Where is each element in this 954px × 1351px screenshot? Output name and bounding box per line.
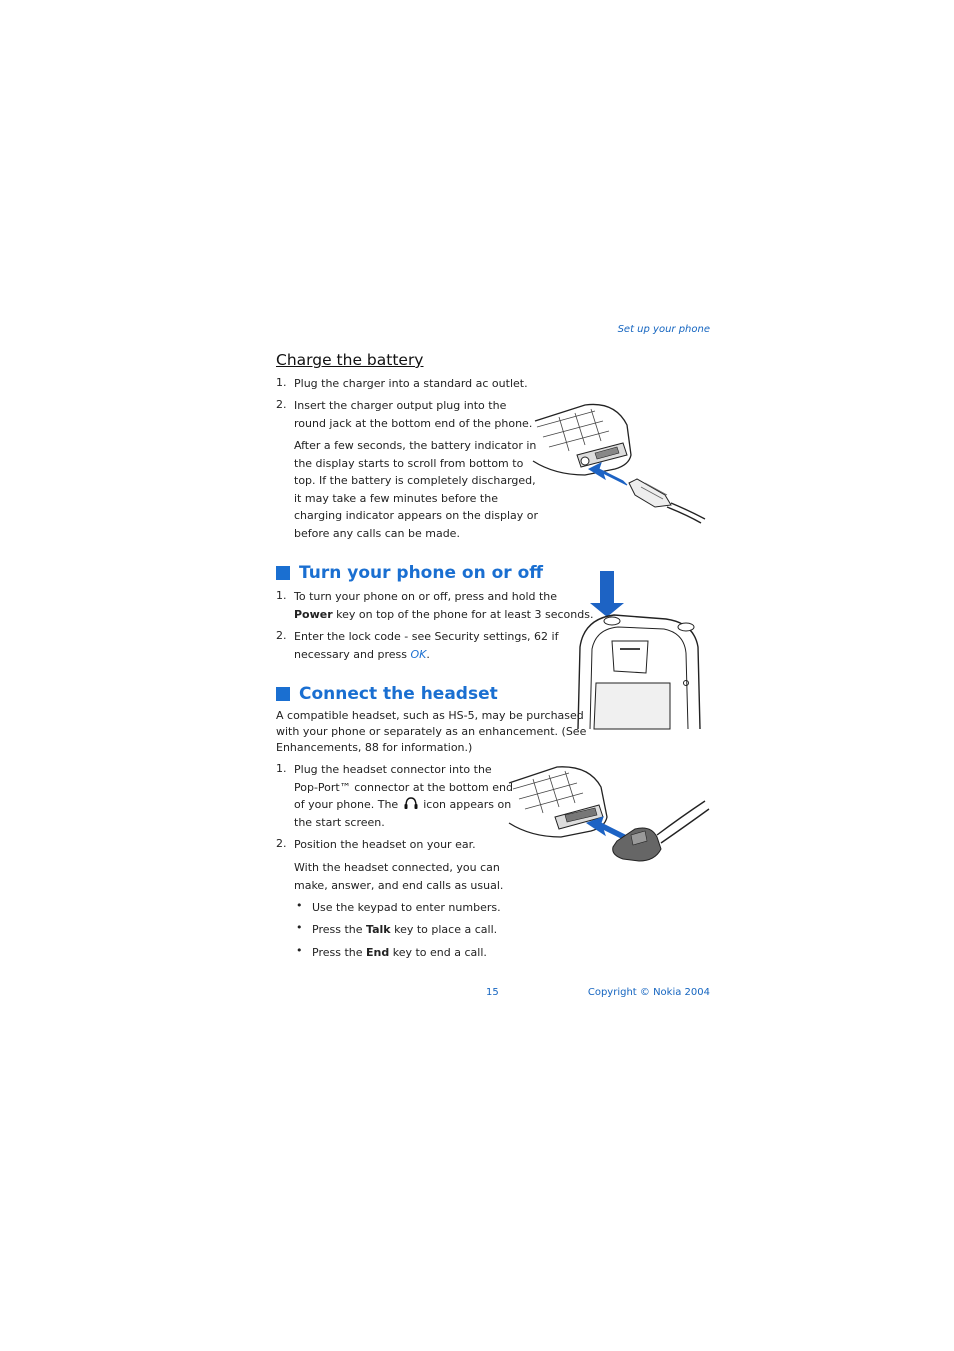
turn-step2-number: 2.: [276, 629, 287, 642]
charge-step2-number: 2.: [276, 398, 287, 411]
charge-note: [294, 437, 538, 542]
headset-intro-line: A compatible headset, such as HS-5, may be purchased: [276, 709, 584, 722]
turn-heading-text: Turn your phone on or off: [299, 563, 544, 583]
headset-icon: [404, 797, 418, 810]
turn-step1-line2: [294, 606, 593, 624]
turn-step2-text: [294, 628, 558, 663]
headset-step1-line2: Pop-Port™ connector at the bottom end: [294, 780, 513, 794]
headset-bullet2-pre: Press the: [312, 923, 366, 936]
turn-step2-line2-pre: necessary and press: [294, 647, 411, 661]
running-head: Set up your phone: [617, 324, 710, 335]
copyright: Copyright © Nokia 2004: [587, 987, 710, 998]
headset-connector-illustration: [505, 765, 710, 865]
headset-step2-text: Position the headset on your ear.: [294, 838, 476, 851]
phone-power-illustration: [574, 567, 704, 730]
charge-note-line: before any calls can be made.: [294, 526, 460, 540]
page-number: 15: [486, 987, 499, 998]
headset-bullet3-pre: Press the: [312, 946, 366, 959]
ok-softkey-label: OK: [410, 647, 427, 661]
headset-step1-number: 1.: [276, 762, 287, 775]
headset-step1-text: [294, 761, 513, 831]
charger-illustration: [525, 403, 710, 525]
charge-step2-line2: round jack at the bottom end of the phone.: [294, 416, 533, 430]
charge-step1-text: Plug the charger into a standard ac outlet.: [294, 377, 528, 390]
turn-heading: [276, 563, 543, 583]
headset-note: [294, 859, 503, 894]
headset-heading: [276, 684, 498, 704]
turn-step2-line2-post: .: [426, 647, 430, 661]
heading-square-icon: [276, 566, 290, 580]
headset-step2-number: 2.: [276, 837, 287, 850]
headset-bullet1: Use the keypad to enter numbers.: [312, 901, 501, 914]
charge-note-line: the display starts to scroll from bottom to: [294, 456, 524, 470]
headset-bullet2: [312, 921, 497, 939]
headset-bullet3-post: key to end a call.: [389, 946, 487, 959]
bullet-dot-icon: •: [296, 944, 303, 957]
headset-intro-line: with your phone or separately as an enhancement. (See: [276, 725, 587, 738]
headset-step1-line3: [294, 796, 513, 814]
heading-square-icon: [276, 687, 290, 701]
charge-heading: Charge the battery: [276, 351, 424, 369]
talk-key-label: Talk: [366, 923, 391, 936]
headset-note-line2: make, answer, and end calls as usual.: [294, 878, 504, 892]
turn-step1-line1: To turn your phone on or off, press and hold the: [294, 590, 558, 603]
headset-heading-text: Connect the headset: [299, 684, 498, 704]
turn-step1-number: 1.: [276, 589, 287, 602]
headset-step1-line3-pre: of your phone. The: [294, 798, 399, 811]
headset-bullet3: [312, 944, 487, 962]
charge-step2-line1: Insert the charger output plug into the: [294, 399, 507, 412]
turn-step2-line2: [294, 646, 558, 664]
headset-step1-line3-post: icon appears on: [423, 798, 512, 811]
bullet-dot-icon: •: [296, 921, 303, 934]
charge-note-line: it may take a few minutes before the: [294, 491, 498, 505]
charge-note-line: charging indicator appears on the display or: [294, 509, 539, 522]
end-key-label: End: [366, 946, 390, 959]
turn-step2-line1: Enter the lock code - see Security settings, 62 if: [294, 630, 559, 643]
headset-note-line1: With the headset connected, you can: [294, 861, 500, 874]
charge-note-line: After a few seconds, the battery indicator in: [294, 439, 537, 452]
headset-step1-line4: the start screen.: [294, 815, 385, 829]
charge-note-line: top. If the battery is completely discharged,: [294, 474, 536, 487]
turn-step1-text: [294, 588, 593, 623]
headset-intro: [276, 708, 586, 756]
bullet-dot-icon: •: [296, 899, 303, 912]
headset-intro-line: Enhancements, 88 for information.): [276, 741, 473, 754]
power-key-label: Power: [294, 607, 333, 621]
charge-step2-text: [294, 397, 532, 432]
charge-step1-number: 1.: [276, 376, 287, 389]
turn-step1-line2-rest: key on top of the phone for at least 3 seconds.: [332, 607, 594, 621]
headset-bullet2-post: key to place a call.: [390, 923, 498, 936]
headset-step1-line1: Plug the headset connector into the: [294, 763, 492, 776]
